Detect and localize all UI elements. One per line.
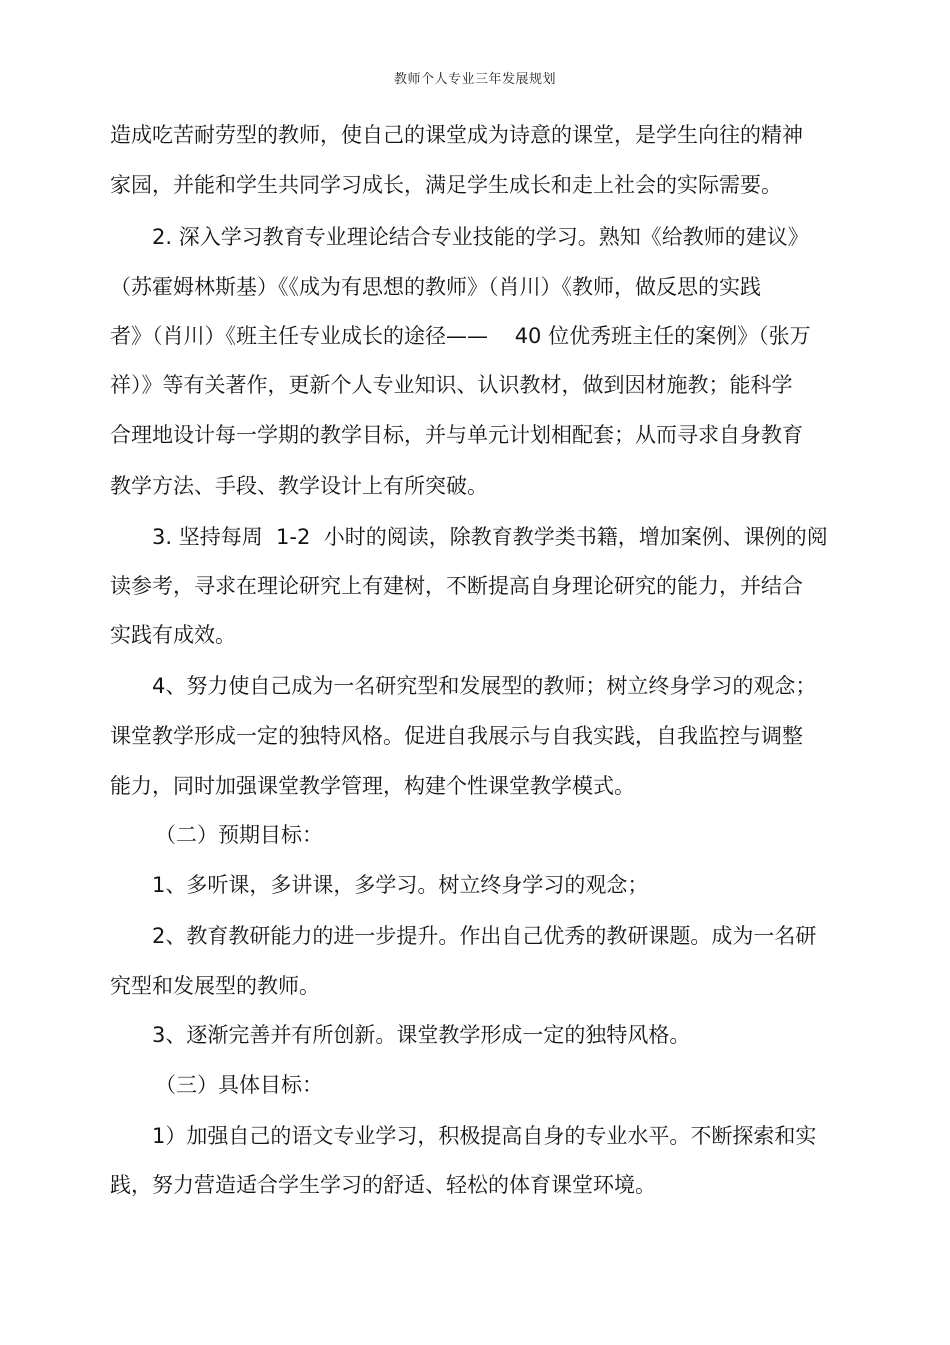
text-line: 家园，并能和学生共同学习成长，满足学生成长和走上社会的实际需要。 (110, 173, 782, 197)
paragraph-start-line: 4、努力使自己成为一名研究型和发展型的教师；树立终身学习的观念； (152, 674, 817, 698)
page-header-title: 教师个人专业三年发展规划 (393, 72, 556, 87)
text-line: 读参考，寻求在理论研究上有建树，不断提高自身理论研究的能力，并结合 (110, 574, 803, 598)
paragraph-start-line: 3、逐渐完善并有所创新。课堂教学形成一定的独特风格。 (152, 1023, 691, 1047)
text-line: 造成吃苦耐劳型的教师，使自己的课堂成为诗意的课堂，是学生向往的精神 (110, 123, 803, 147)
text-line: 教学方法、手段、教学设计上有所突破。 (110, 474, 488, 498)
text-line: 践，努力营造适合学生学习的舒适、轻松的体育课堂环境。 (110, 1173, 656, 1197)
section-heading-expected-goals: （二）预期目标： (155, 823, 323, 847)
text-line: 究型和发展型的教师。 (110, 974, 320, 998)
text-line: 能力，同时加强课堂教学管理，构建个性课堂教学模式。 (110, 774, 635, 798)
paragraph-start-line: 2. 深入学习教育专业理论结合专业技能的学习。熟知《给教师的建议》 (152, 225, 809, 249)
paragraph-start-line: 3. 坚持每周 1-2 小时的阅读，除教育教学类书籍，增加案例、课例的阅 (152, 525, 828, 549)
text-line: 实践有成效。 (110, 623, 236, 647)
text-line: （苏霍姆林斯基）《《成为有思想的教师》（肖川）《教师，做反思的实践 (110, 275, 761, 299)
paragraph-start-line: 2、教育教研能力的进一步提升。作出自己优秀的教研课题。成为一名研 (152, 924, 817, 948)
text-line: 祥）》等有关著作，更新个人专业知识、认识教材，做到因材施教；能科学 (110, 373, 793, 397)
paragraph-start-line: 1、多听课，多讲课，多学习。树立终身学习的观念； (152, 873, 649, 897)
text-line: 课堂教学形成一定的独特风格。促进自我展示与自我实践，自我监控与调整 (110, 724, 803, 748)
text-line: 合理地设计每一学期的教学目标，并与单元计划相配套；从而寻求自身教育 (110, 423, 803, 447)
text-line: 者》（肖川）《班主任专业成长的途径—— 40 位优秀班主任的案例》（张万 (110, 324, 811, 348)
section-heading-specific-goals: （三）具体目标： (155, 1073, 323, 1097)
paragraph-start-line: 1）加强自己的语文专业学习，积极提高自身的专业水平。不断探索和实 (152, 1124, 817, 1148)
